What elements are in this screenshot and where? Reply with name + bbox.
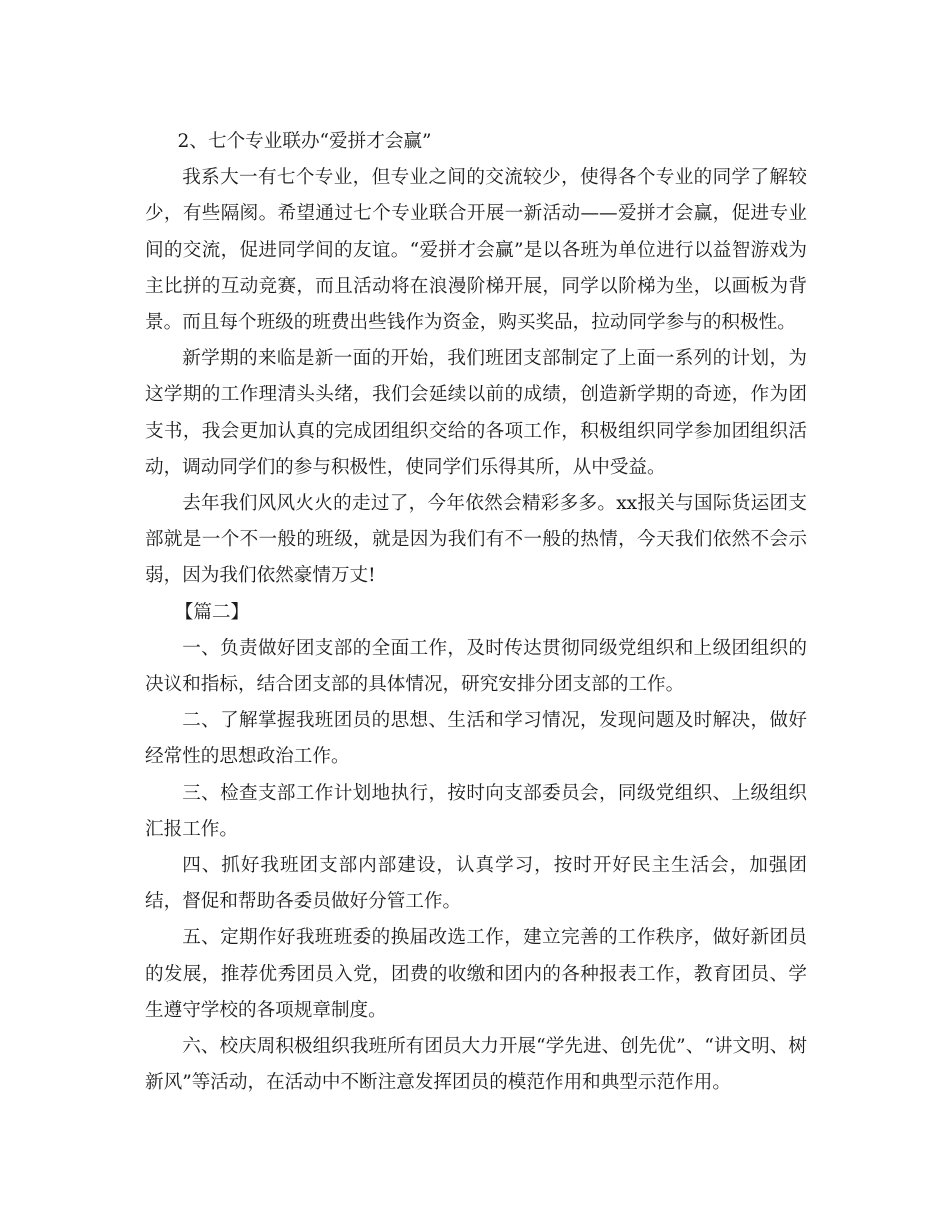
paragraph: 去年我们风风火火的走过了，今年依然会精彩多多。xx报关与国际货运团支部就是一个不一般的班级，就是因为我们有不一般的热情，今天我们依然不会示弱，因为我们依然豪情万丈! (145, 493, 807, 587)
section-heading: 2、七个专业联办“爱拼才会赢” (177, 131, 432, 152)
paragraph: 四、抓好我班团支部内部建设，认真学习，按时开好民主生活会，加强团结，督促和帮助各委员做好分管工作。 (145, 855, 807, 913)
paragraph: 新学期的来临是新一面的开始，我们班团支部制定了上面一系列的计划，为这学期的工作理清头头绪，我们会延续以前的成绩，创造新学期的奇迹，作为团支书，我会更加认真的完成团组织交给的各项工作，积极组织同学参加团组织活动，调动同学们的参与积极性，使同学们乐得其所，从中受益。 (145, 348, 807, 478)
part-heading: 【篇二】 (174, 601, 250, 623)
paragraph: 二、了解掌握我班团员的思想、生活和学习情况，发现问题及时解决，做好经常性的思想政治工作。 (145, 710, 807, 768)
paragraph: 三、检查支部工作计划地执行，按时向支部委员会，同级党组织、上级组织汇报工作。 (145, 782, 807, 840)
paragraph: 我系大一有七个专业，但专业之间的交流较少，使得各个专业的同学了解较少，有些隔阂。希望通过七个专业联合开展一新活动——爱拼才会赢，促进专业间的交流，促进同学间的友谊。“爱拼才会赢”是以各班为单位进行以益智游戏为主比拼的互动竞赛，而且活动将在浪漫阶梯开展，同学以阶梯为坐，以画板为背景。而且每个班级的班费出些钱作为资金，购买奖品，拉动同学参与的积极性。 (145, 167, 807, 334)
document-body (145, 124, 807, 1101)
paragraph: 五、定期作好我班班委的换届改选工作，建立完善的工作秩序，做好新团员的发展，推荐优秀团员入党，团费的收缴和团内的各种报表工作，教育团员、学生遵守学校的各项规章制度。 (145, 927, 807, 1021)
paragraph: 一、负责做好团支部的全面工作，及时传达贯彻同级党组织和上级团组织的决议和指标，结合团支部的具体情况，研究安排分团支部的工作。 (145, 637, 807, 696)
paragraph: 六、校庆周积极组织我班所有团员大力开展“学先进、创先优”、“讲文明、树新风”等活动，在活动中不断注意发挥团员的模范作用和典型示范作用。 (145, 1036, 807, 1094)
